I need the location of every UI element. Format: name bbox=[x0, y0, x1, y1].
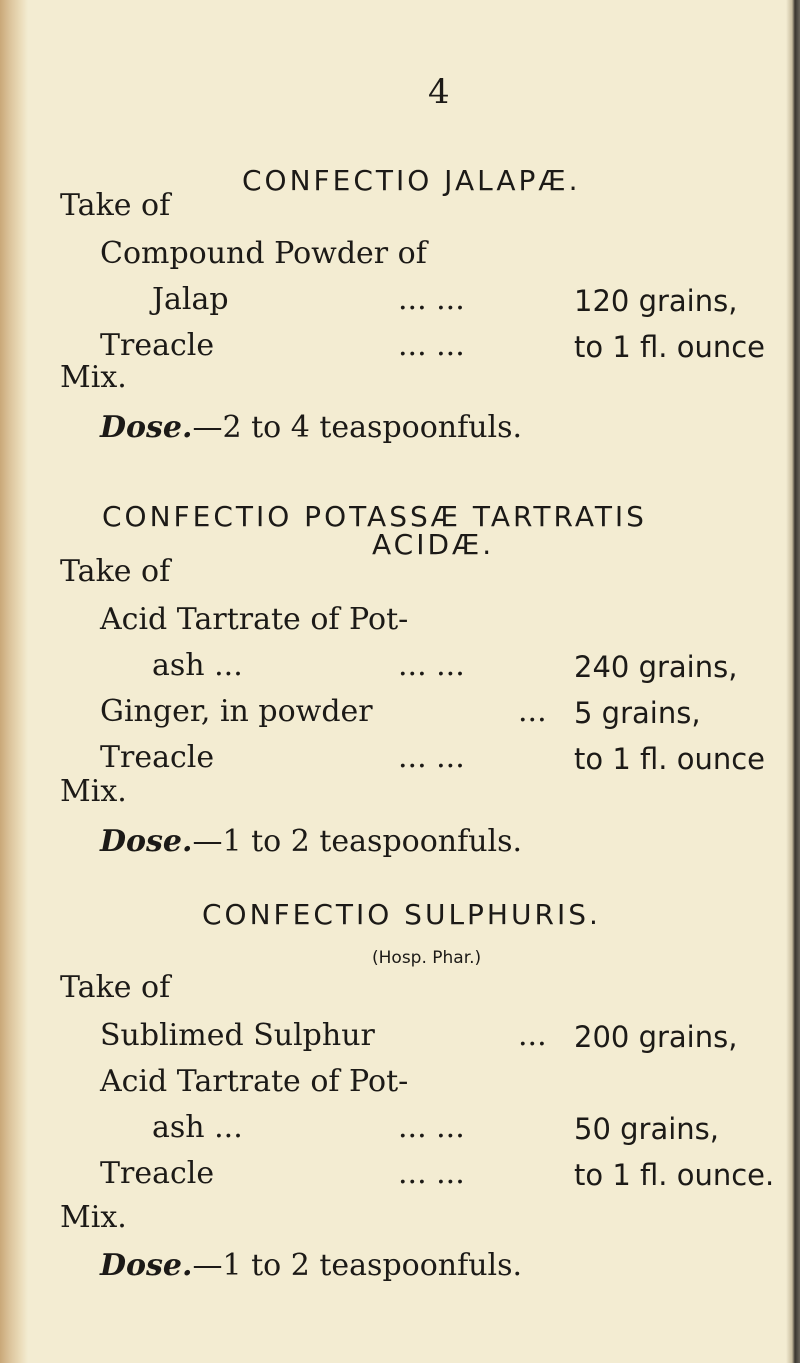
recipe-1-dose-text: —2 to 4 teaspoonfuls. bbox=[192, 410, 523, 445]
recipe-2-ingredient-2-amount: 240 grains, bbox=[574, 650, 738, 684]
recipe-3-ingredient-4-leader: ... ... bbox=[398, 1156, 465, 1191]
recipe-2-dose bbox=[100, 824, 522, 859]
recipe-3-ingredient-1: Sublimed Sulphur bbox=[100, 1018, 375, 1053]
recipe-2-ingredient-1: Acid Tartrate of Pot- bbox=[100, 602, 409, 637]
recipe-3-ingredient-3-amount: 50 grains, bbox=[574, 1112, 719, 1146]
page-edge bbox=[786, 0, 800, 1363]
recipe-1-ingredient-3-amount: to 1 fl. ounce bbox=[574, 330, 765, 364]
recipe-2-ingredient-4: Treacle bbox=[100, 740, 215, 775]
recipe-2-title-line-2: ACIDÆ. bbox=[372, 528, 495, 561]
recipe-3-take-of: Take of bbox=[60, 970, 171, 1005]
recipe-2-ingredient-2-leader: ... ... bbox=[398, 648, 465, 683]
recipe-2-dose-label: Dose. bbox=[100, 824, 193, 859]
recipe-3-ingredient-1-amount: 200 grains, bbox=[574, 1020, 738, 1054]
recipe-2-take-of: Take of bbox=[60, 554, 171, 589]
recipe-1-ingredient-2-amount: 120 grains, bbox=[574, 284, 738, 318]
recipe-3-ingredient-4-amount: to 1 fl. ounce. bbox=[574, 1158, 775, 1192]
recipe-3-ingredient-1-leader: ... bbox=[518, 1018, 547, 1053]
recipe-1-take-of: Take of bbox=[60, 188, 171, 223]
recipe-2-ingredient-2: ash ... bbox=[152, 648, 243, 683]
recipe-3-ingredient-2: Acid Tartrate of Pot- bbox=[100, 1064, 409, 1099]
page-number: 4 bbox=[428, 72, 450, 112]
recipe-2-ingredient-3-leader: ... bbox=[518, 694, 547, 729]
recipe-3-dose-text: —1 to 2 teaspoonfuls. bbox=[192, 1248, 523, 1283]
recipe-3-title: CONFECTIO SULPHURIS. bbox=[202, 898, 601, 931]
recipe-1-ingredient-2: Jalap bbox=[152, 282, 229, 317]
recipe-3-source-note: (Hosp. Phar.) bbox=[372, 948, 482, 968]
recipe-2-dose-text: —1 to 2 teaspoonfuls. bbox=[192, 824, 523, 859]
recipe-1-dose bbox=[100, 410, 522, 445]
recipe-2-title-line-1: CONFECTIO POTASSÆ TARTRATIS bbox=[102, 500, 647, 533]
recipe-1-dose-label: Dose. bbox=[100, 410, 193, 445]
recipe-3-mix: Mix. bbox=[60, 1200, 127, 1235]
recipe-1-mix: Mix. bbox=[60, 360, 127, 395]
page-gutter-shadow bbox=[0, 0, 28, 1363]
recipe-3-ingredient-4: Treacle bbox=[100, 1156, 215, 1191]
recipe-3-ingredient-3: ash ... bbox=[152, 1110, 243, 1145]
recipe-2-ingredient-4-amount: to 1 fl. ounce bbox=[574, 742, 765, 776]
recipe-2-ingredient-3-amount: 5 grains, bbox=[574, 696, 701, 730]
recipe-3-ingredient-3-leader: ... ... bbox=[398, 1110, 465, 1145]
recipe-2-mix: Mix. bbox=[60, 774, 127, 809]
recipe-1-ingredient-2-leader: ... ... bbox=[398, 282, 465, 317]
recipe-2-ingredient-3: Ginger, in powder bbox=[100, 694, 373, 729]
recipe-1-ingredient-1: Compound Powder of bbox=[100, 236, 427, 271]
recipe-3-dose-label: Dose. bbox=[100, 1248, 193, 1283]
recipe-3-dose bbox=[100, 1248, 522, 1283]
recipe-1-ingredient-3: Treacle bbox=[100, 328, 215, 363]
recipe-2-ingredient-4-leader: ... ... bbox=[398, 740, 465, 775]
recipe-1-title: CONFECTIO JALAPÆ. bbox=[242, 164, 581, 197]
recipe-1-ingredient-3-leader: ... ... bbox=[398, 328, 465, 363]
